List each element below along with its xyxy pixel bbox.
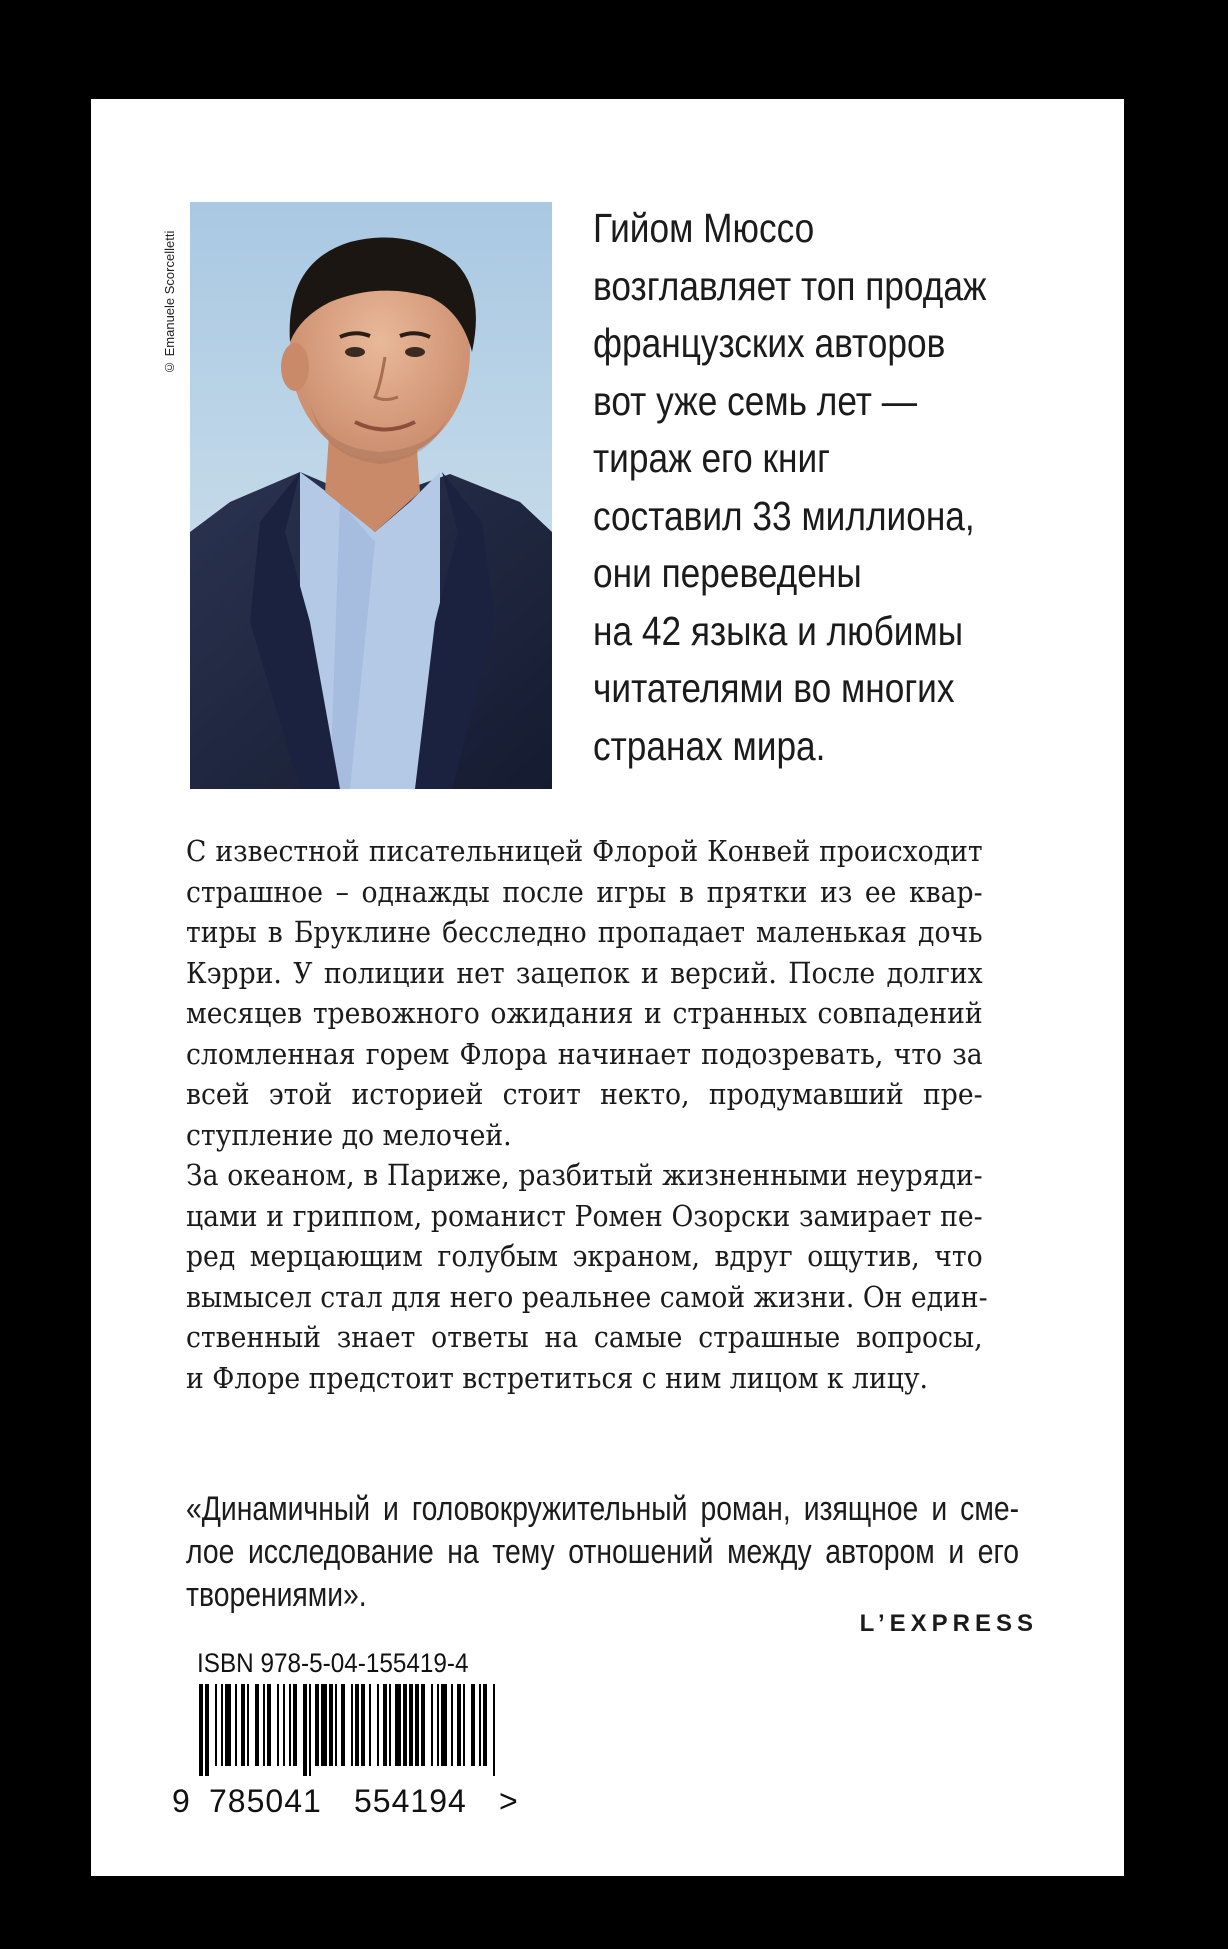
barcode-bar <box>255 1684 259 1766</box>
quote-line: творениями». <box>186 1576 367 1614</box>
barcode-bar <box>199 1684 203 1776</box>
bio-line: возглавляет топ продаж <box>593 262 987 309</box>
synopsis-line: месяцев тревожного ожидания и странных совпадений <box>186 997 983 1030</box>
barcode-bar <box>241 1684 245 1766</box>
barcode-bar <box>383 1684 387 1766</box>
bio-line: они переведены <box>593 550 862 596</box>
quote-line: лое исследование на тему отношений между автором и его <box>186 1533 1019 1571</box>
photo-credit: © Emanuele Scorcelletti <box>162 230 177 375</box>
barcode-bar <box>409 1684 413 1766</box>
bio-line: странах мира. <box>593 722 826 769</box>
barcode-bar <box>329 1684 333 1766</box>
synopsis-line: сломленная горем Флора начинает подозревать, что за <box>186 1037 983 1071</box>
barcode-bar <box>471 1684 475 1766</box>
synopsis-line: всей этой историей стоит некто, продумавший пре- <box>186 1078 983 1111</box>
barcode-bar <box>315 1684 319 1766</box>
barcode-bar <box>321 1684 327 1766</box>
barcode-left-group: 785041 <box>209 1783 322 1819</box>
bio-line: Гийом Мюссо <box>593 205 815 251</box>
synopsis-line: и Флоре предстоит встретиться с ним лицом к лицу. <box>186 1361 929 1395</box>
barcode-bar <box>361 1684 365 1766</box>
barcode-bar <box>463 1684 465 1766</box>
barcode-bar <box>483 1684 487 1766</box>
barcode-bar <box>421 1684 425 1766</box>
review-quote <box>186 1488 1019 1617</box>
barcode-bar <box>441 1684 447 1766</box>
barcode-bar <box>225 1684 231 1766</box>
barcode-first-digit: 9 <box>172 1783 190 1819</box>
barcode-bar <box>215 1684 217 1766</box>
barcode-bar <box>355 1684 359 1766</box>
barcode-bar <box>309 1684 311 1776</box>
bio-line: тираж его книг <box>593 435 831 481</box>
author-portrait <box>190 202 552 789</box>
barcode-bar <box>493 1684 495 1776</box>
bio-line: читателями во многих <box>593 665 955 711</box>
barcode-bar <box>277 1684 279 1766</box>
barcode-right-group: 554194 <box>354 1783 467 1819</box>
barcode-bar <box>341 1684 345 1766</box>
barcode-bar <box>437 1684 439 1766</box>
synopsis-line: тиры в Бруклине бесследно пропадает маленькая дочь <box>186 916 983 949</box>
synopsis-line: ственный знает ответы на самые страшные вопросы, <box>186 1321 983 1354</box>
barcode-bar <box>457 1684 461 1766</box>
bio-line: французских авторов <box>593 320 946 366</box>
synopsis-line: За океаном, в Париже, разбитый жизненными неуряди- <box>186 1159 983 1192</box>
barcode-bar <box>451 1684 453 1766</box>
quote-source: L’EXPRESS <box>859 1610 1038 1637</box>
bio-line: вот уже семь лет — <box>593 377 918 424</box>
barcode-bar <box>247 1684 249 1766</box>
barcode-bar <box>415 1684 419 1766</box>
barcode-bar <box>403 1684 407 1766</box>
barcode-bar <box>377 1684 379 1766</box>
synopsis-line: страшное – однажды после игры в прятки из ее квар- <box>186 875 983 909</box>
quote-line: «Динамичный и головокружительный роман, изящное и сме- <box>186 1490 1019 1528</box>
barcode-bar <box>303 1684 307 1776</box>
barcode-arrow: > <box>499 1783 518 1819</box>
isbn-label: ISBN 978-5-04-155419-4 <box>197 1648 469 1678</box>
barcode-bar <box>263 1684 265 1766</box>
barcode-bar <box>205 1684 209 1776</box>
barcode-bar <box>293 1684 297 1766</box>
barcode-bar <box>389 1684 391 1766</box>
barcode-bar <box>395 1684 401 1766</box>
book-synopsis <box>186 832 988 1399</box>
bio-line: на 42 языка и любимы <box>593 607 964 654</box>
synopsis-line: цами и гриппом, романист Ромен Озорски замирает пе- <box>186 1199 983 1233</box>
synopsis-line: ред мерцающим голубым экраном, вдруг ощутив, что <box>186 1240 983 1273</box>
barcode <box>199 1684 495 1776</box>
author-bio <box>593 200 987 775</box>
barcode-bar <box>221 1684 223 1766</box>
barcode-bar <box>369 1684 371 1766</box>
synopsis-line: вымысел стал для него реальнее самой жизни. Он един- <box>186 1280 988 1314</box>
bio-line: составил 33 миллиона, <box>593 492 975 539</box>
author-portrait-illustration <box>190 202 552 789</box>
barcode-bar <box>267 1684 271 1766</box>
barcode-bar <box>351 1684 353 1766</box>
barcode-bar <box>289 1684 291 1766</box>
barcode-bar <box>479 1684 481 1766</box>
synopsis-line: С известной писательницей Флорой Конвей происходит <box>186 835 983 868</box>
barcode-bar <box>431 1684 433 1766</box>
synopsis-line: Кэрри. У полиции нет зацепок и версий. После долгих <box>186 956 983 990</box>
synopsis-line: ступление до мелочей. <box>186 1118 512 1152</box>
barcode-bar <box>335 1684 337 1766</box>
barcode-bar <box>235 1684 237 1766</box>
barcode-bar <box>283 1684 285 1766</box>
